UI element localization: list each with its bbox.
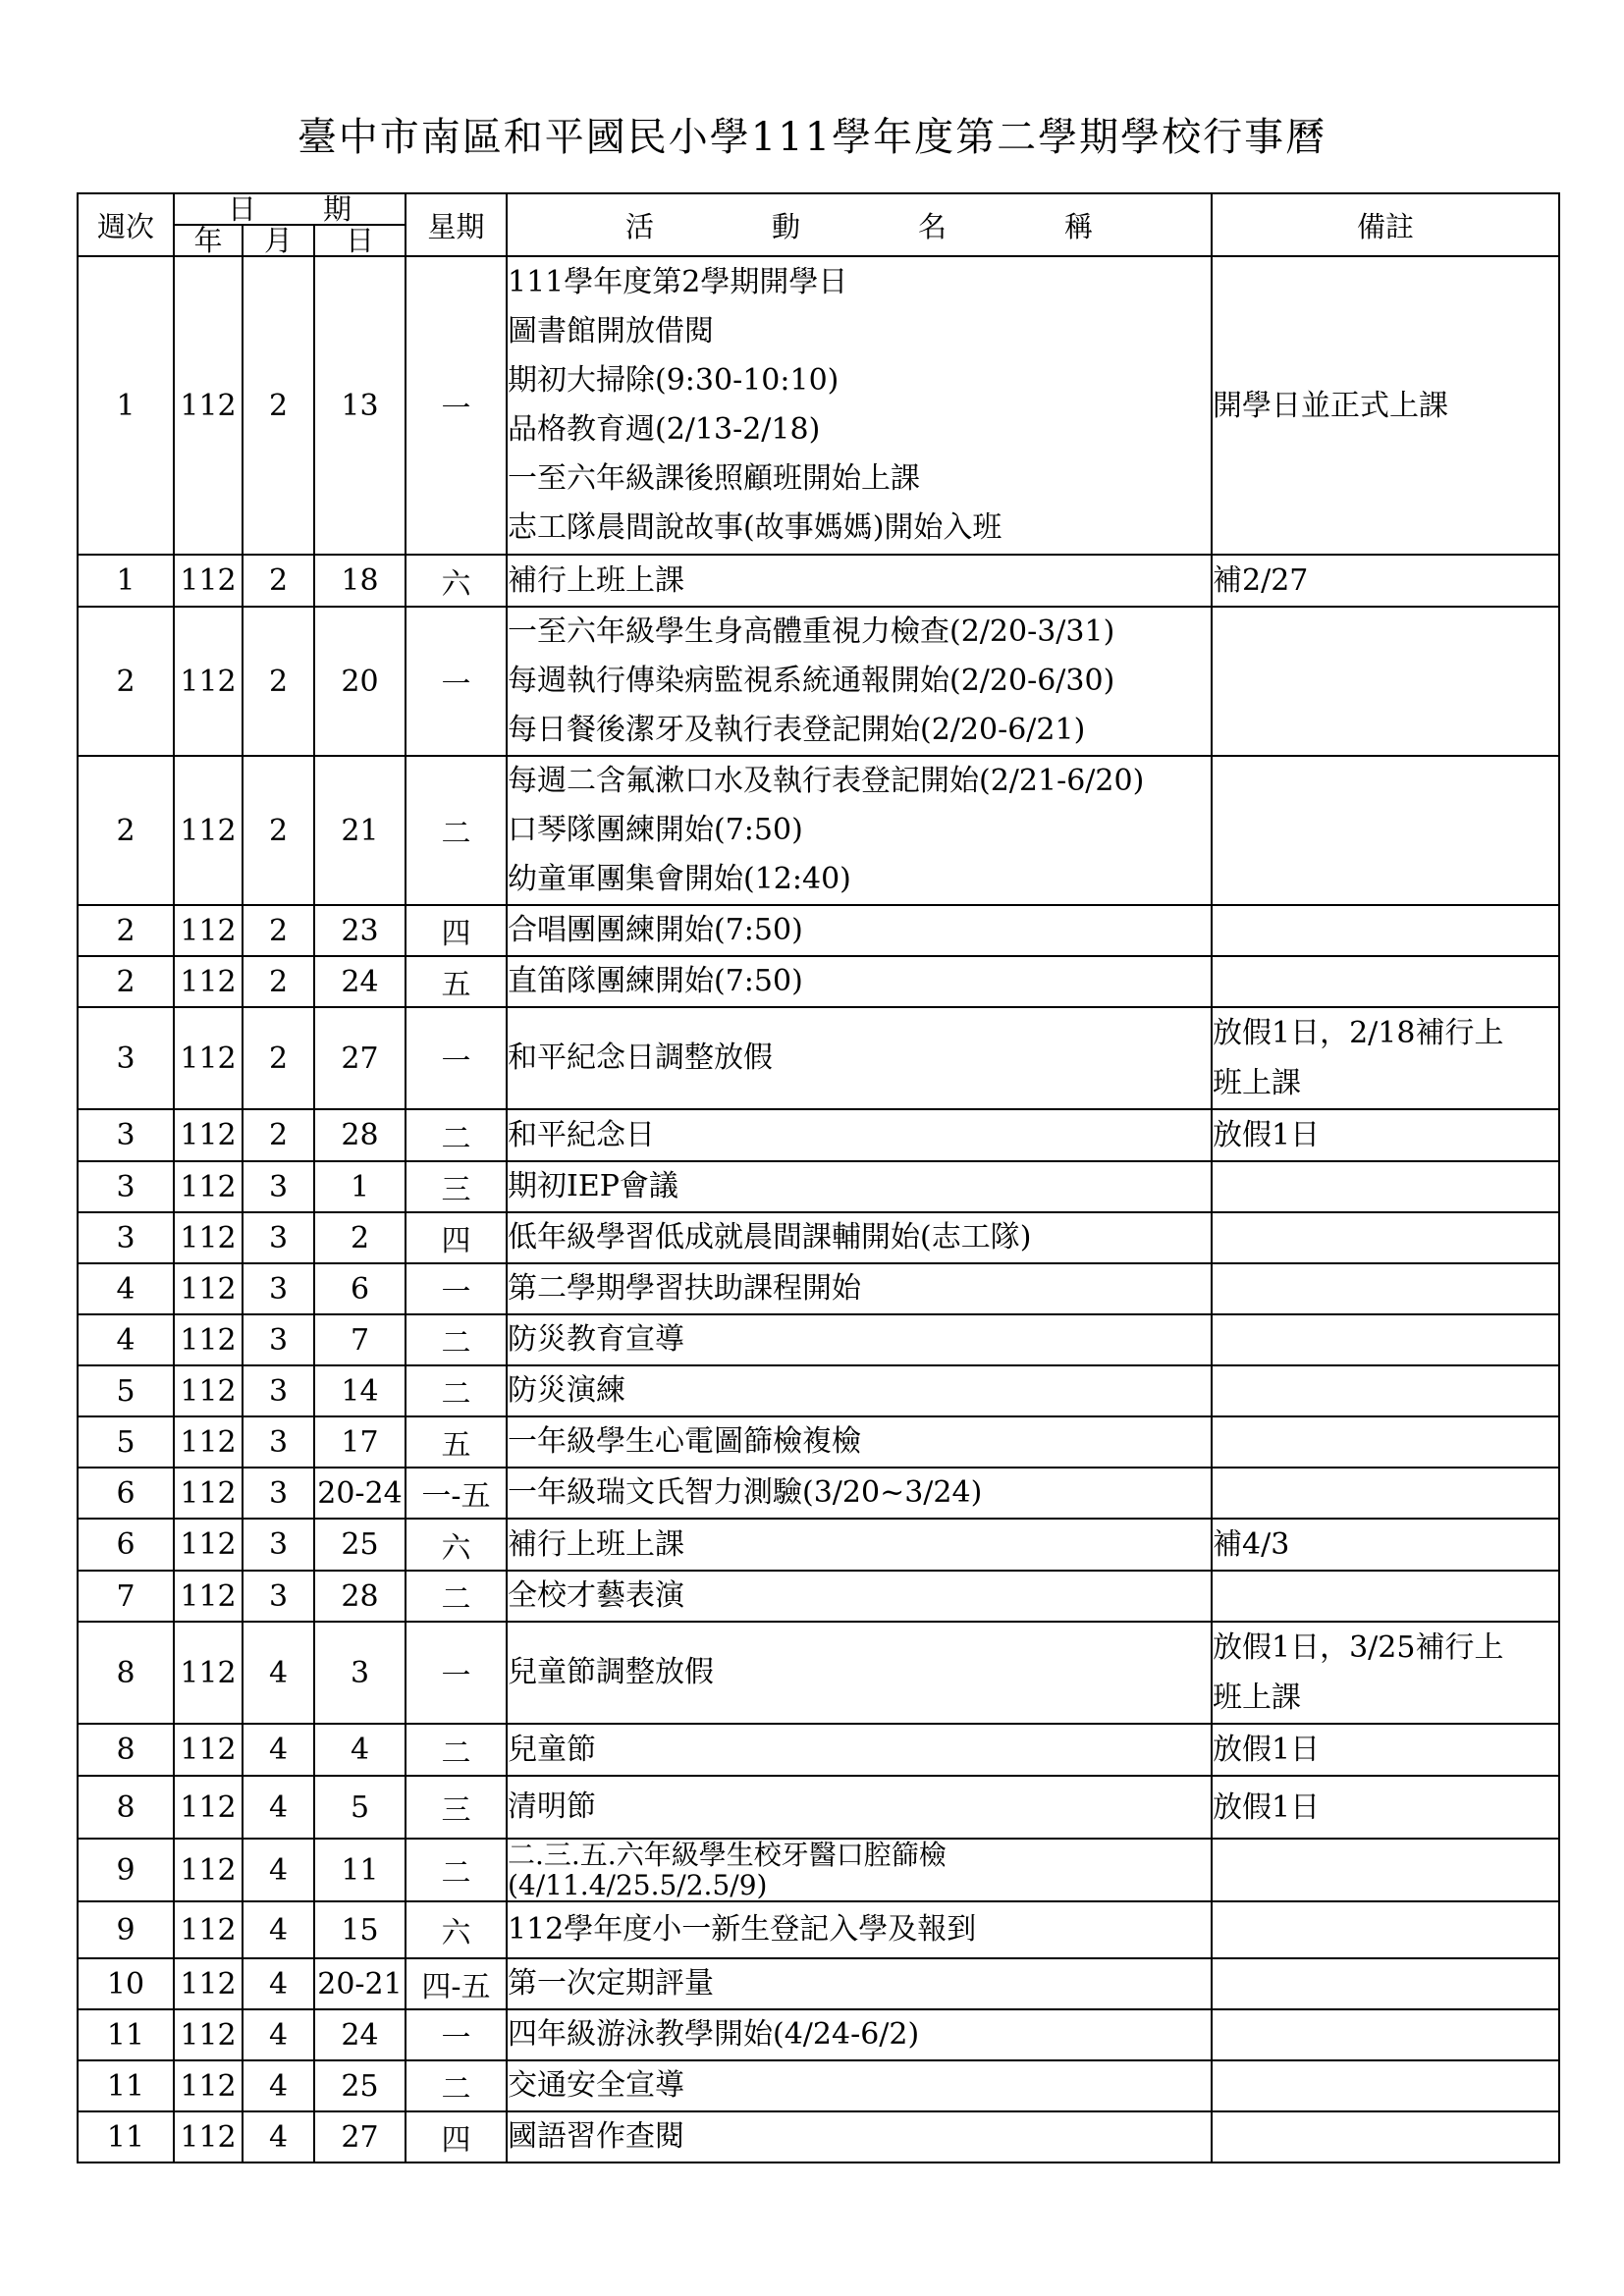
day-cell: 13 [314,256,406,555]
day-cell: 27 [314,1007,406,1109]
remark-line: 放假1日 [1213,1118,1321,1152]
weekday-cell: 五 [406,956,507,1007]
activity-cell [507,2060,1212,2111]
year-cell: 112 [174,756,243,905]
weekday-cell: 二 [406,1314,507,1365]
month-cell: 3 [243,1468,314,1519]
activity-item: 補行上班上課 [508,1526,684,1562]
activity-item: 一年級瑞文氏智力測驗(3/20~3/24) [508,1475,983,1510]
activity-cell [507,2009,1212,2060]
day-cell: 20 [314,607,406,756]
week-cell: 8 [78,1776,174,1839]
day-cell: 15 [314,1901,406,1958]
day-cell: 24 [314,956,406,1007]
month-cell: 4 [243,1622,314,1724]
day-cell: 20-24 [314,1468,406,1519]
activity-item: 四年級游泳教學開始(4/24-6/2) [508,2017,920,2052]
activity-item: 品格教育週(2/13-2/18) [508,412,821,447]
week-cell: 2 [78,607,174,756]
weekday-cell: 一 [406,2009,507,2060]
month-cell: 2 [243,555,314,607]
activity-item: 圖書館開放借閱 [508,314,714,348]
calendar-table [77,192,1560,2163]
year-cell: 112 [174,1839,243,1901]
activity-cell [507,1839,1212,1901]
month-cell: 3 [243,1161,314,1212]
activity-cell [507,1901,1212,1958]
remark-line: 放假1日，2/18補行上 [1213,1016,1504,1050]
week-cell: 9 [78,1839,174,1901]
activity-item: 口琴隊團練開始(7:50) [508,813,803,847]
week-cell: 3 [78,1212,174,1263]
weekday-cell: 一 [406,1263,507,1314]
activity-cell [507,2111,1212,2163]
weekday-cell: 六 [406,1901,507,1958]
month-cell: 4 [243,1958,314,2009]
day-cell: 14 [314,1365,406,1416]
weekday-cell: 四-五 [406,1958,507,2009]
activity-item: 一至六年級課後照顧班開始上課 [508,461,920,496]
weekday-cell: 五 [406,1416,507,1468]
weekday-cell: 四 [406,905,507,956]
month-cell: 3 [243,1314,314,1365]
day-cell: 1 [314,1161,406,1212]
remark-line: 班上課 [1213,1681,1301,1715]
page-title: 臺中市南區和平國民小學111學年度第二學期學校行事曆 [297,115,1327,160]
remarks-cell [1212,1007,1559,1109]
table-row [78,1839,1559,1901]
week-cell: 3 [78,1007,174,1109]
remark-line: 班上課 [1213,1066,1301,1100]
month-cell: 3 [243,1212,314,1263]
year-cell: 112 [174,1519,243,1571]
activity-cell [507,1958,1212,2009]
day-cell: 6 [314,1263,406,1314]
year-cell: 112 [174,1365,243,1416]
activity-cell [507,555,1212,607]
day-cell: 25 [314,1519,406,1571]
week-cell: 10 [78,1958,174,2009]
activity-item: 清明節 [508,1789,596,1824]
table-row [78,2111,1559,2163]
weekday-cell: 一 [406,607,507,756]
day-cell: 27 [314,2111,406,2163]
remarks-cell [1212,2060,1559,2111]
year-cell: 112 [174,1314,243,1365]
activity-cell [507,607,1212,756]
activity-cell [507,1571,1212,1622]
activity-cell [507,1212,1212,1263]
activity-item: 第一次定期評量 [508,1966,714,2001]
activity-cell [507,1365,1212,1416]
table-row [78,2009,1559,2060]
remark-line: 放假1日，3/25補行上 [1213,1630,1504,1665]
year-cell: 112 [174,1416,243,1468]
month-cell: 4 [243,2009,314,2060]
day-cell: 4 [314,1724,406,1776]
weekday-cell: 三 [406,1161,507,1212]
header-activity [507,193,1212,256]
year-cell: 112 [174,1109,243,1161]
activity-cell [507,756,1212,905]
remarks-cell [1212,2009,1559,2060]
remarks-cell [1212,1776,1559,1839]
remarks-cell [1212,1416,1559,1468]
remarks-cell [1212,1314,1559,1365]
day-cell: 3 [314,1622,406,1724]
activity-item: 112學年度小一新生登記入學及報到 [508,1912,977,1947]
year-cell: 112 [174,607,243,756]
remarks-cell [1212,1161,1559,1212]
remarks-cell [1212,1724,1559,1776]
header-day: 日 [314,225,406,256]
activity-item: 每週執行傳染病監視系統通報開始(2/20-6/30) [508,664,1115,698]
activity-cell [507,956,1212,1007]
month-cell: 2 [243,956,314,1007]
table-row [78,1901,1559,1958]
activity-item: 一年級學生心電圖篩檢複檢 [508,1424,861,1459]
month-cell: 4 [243,1724,314,1776]
year-cell: 112 [174,1571,243,1622]
remarks-cell [1212,1958,1559,2009]
weekday-cell: 三 [406,1776,507,1839]
table-row [78,1007,1559,1109]
week-cell: 4 [78,1314,174,1365]
weekday-cell: 六 [406,555,507,607]
day-cell: 20-21 [314,1958,406,2009]
week-cell: 5 [78,1416,174,1468]
activity-item: 志工隊晨間說故事(故事媽媽)開始入班 [508,510,1002,545]
month-cell: 3 [243,1416,314,1468]
activity-item: 每週二含氟漱口水及執行表登記開始(2/21-6/20) [508,764,1145,798]
month-cell: 2 [243,756,314,905]
year-cell: 112 [174,1212,243,1263]
day-cell: 17 [314,1416,406,1468]
weekday-cell: 二 [406,1365,507,1416]
table-row [78,555,1559,607]
month-cell: 4 [243,2060,314,2111]
header-activity-char-1: 活 [624,209,654,243]
year-cell: 112 [174,2060,243,2111]
table-row [78,1468,1559,1519]
table-row [78,1212,1559,1263]
week-cell: 3 [78,1161,174,1212]
remarks-cell [1212,956,1559,1007]
activity-cell [507,1416,1212,1468]
table-row [78,2060,1559,2111]
weekday-cell: 二 [406,1724,507,1776]
header-month: 月 [243,225,314,256]
weekday-cell: 二 [406,1571,507,1622]
month-cell: 2 [243,1109,314,1161]
month-cell: 3 [243,1365,314,1416]
week-cell: 2 [78,956,174,1007]
table-row [78,256,1559,555]
header-remarks: 備註 [1212,193,1559,256]
activity-item: 防災演練 [508,1373,625,1408]
year-cell: 112 [174,1007,243,1109]
weekday-cell: 四 [406,2111,507,2163]
month-cell: 3 [243,1263,314,1314]
remark-line: 放假1日 [1213,1789,1321,1825]
day-cell: 24 [314,2009,406,2060]
day-cell: 11 [314,1839,406,1901]
weekday-cell: 一 [406,256,507,555]
day-cell: 23 [314,905,406,956]
activity-item: (4/11.4/25.5/2.5/9) [508,1869,768,1901]
year-cell: 112 [174,905,243,956]
year-cell: 112 [174,1958,243,2009]
weekday-cell: 二 [406,756,507,905]
activity-item: 直笛隊團練開始(7:50) [508,964,803,998]
remarks-cell [1212,2111,1559,2163]
month-cell: 2 [243,1007,314,1109]
remark-line: 開學日並正式上課 [1213,388,1448,423]
weekday-cell: 二 [406,2060,507,2111]
day-cell: 2 [314,1212,406,1263]
day-cell: 28 [314,1571,406,1622]
table-row [78,1622,1559,1724]
activity-cell [507,1007,1212,1109]
activity-item: 補行上班上課 [508,562,684,598]
remarks-cell [1212,607,1559,756]
header-weekday: 星期 [406,193,507,256]
table-row [78,1958,1559,2009]
table-row [78,1776,1559,1839]
activity-item: 期初大掃除(9:30-10:10) [508,363,839,398]
month-cell: 4 [243,1776,314,1839]
week-cell: 4 [78,1263,174,1314]
month-cell: 4 [243,1839,314,1901]
remark-line: 補2/27 [1213,563,1309,598]
remark-line: 放假1日 [1213,1733,1321,1767]
activity-cell [507,1314,1212,1365]
activity-cell [507,1263,1212,1314]
day-cell: 5 [314,1776,406,1839]
header-date-char-1: 日 [227,192,256,226]
month-cell: 3 [243,1571,314,1622]
header-year: 年 [174,225,243,256]
remarks-cell [1212,1365,1559,1416]
week-cell: 11 [78,2009,174,2060]
week-cell: 8 [78,1622,174,1724]
year-cell: 112 [174,1161,243,1212]
table-row [78,1571,1559,1622]
remarks-cell [1212,1901,1559,1958]
activity-cell [507,1724,1212,1776]
header-date [174,193,406,225]
week-cell: 3 [78,1109,174,1161]
activity-item: 兒童節調整放假 [508,1655,714,1689]
activity-item: 和平紀念日調整放假 [508,1041,773,1075]
week-cell: 11 [78,2111,174,2163]
activity-cell [507,1468,1212,1519]
table-row [78,756,1559,905]
header-activity-char-4: 稱 [1063,209,1093,243]
activity-cell [507,1161,1212,1212]
activity-item: 國語習作查閱 [508,2119,684,2154]
remarks-cell [1212,1622,1559,1724]
table-row [78,607,1559,756]
week-cell: 2 [78,756,174,905]
week-cell: 9 [78,1901,174,1958]
year-cell: 112 [174,1901,243,1958]
year-cell: 112 [174,1263,243,1314]
activity-cell [507,1622,1212,1724]
activity-cell [507,1519,1212,1571]
week-cell: 8 [78,1724,174,1776]
header-date-char-2: 期 [322,192,352,226]
activity-cell [507,1776,1212,1839]
table-row [78,956,1559,1007]
year-cell: 112 [174,1776,243,1839]
year-cell: 112 [174,956,243,1007]
week-cell: 7 [78,1571,174,1622]
activity-item: 全校才藝表演 [508,1578,684,1613]
remarks-cell [1212,756,1559,905]
year-cell: 112 [174,555,243,607]
activity-item: 二.三.五.六年級學生校牙醫口腔篩檢 [508,1839,947,1871]
week-cell: 6 [78,1519,174,1571]
weekday-cell: 一 [406,1007,507,1109]
week-cell: 2 [78,905,174,956]
year-cell: 112 [174,1622,243,1724]
week-cell: 1 [78,555,174,607]
week-cell: 1 [78,256,174,555]
header-activity-char-3: 名 [917,209,947,243]
table-row [78,1365,1559,1416]
activity-cell [507,905,1212,956]
remarks-cell [1212,1468,1559,1519]
weekday-cell: 一-五 [406,1468,507,1519]
table-row [78,905,1559,956]
day-cell: 25 [314,2060,406,2111]
month-cell: 2 [243,256,314,555]
week-cell: 11 [78,2060,174,2111]
year-cell: 112 [174,2009,243,2060]
activity-item: 期初IEP會議 [508,1169,678,1203]
activity-item: 防災教育宣導 [508,1322,684,1357]
weekday-cell: 二 [406,1839,507,1901]
week-cell: 5 [78,1365,174,1416]
remarks-cell [1212,1212,1559,1263]
day-cell: 18 [314,555,406,607]
remarks-cell [1212,1571,1559,1622]
year-cell: 112 [174,2111,243,2163]
day-cell: 28 [314,1109,406,1161]
activity-item: 合唱團團練開始(7:50) [508,913,803,947]
weekday-cell: 四 [406,1212,507,1263]
table-row [78,1724,1559,1776]
year-cell: 112 [174,1468,243,1519]
week-cell: 6 [78,1468,174,1519]
calendar-rows [78,256,1559,2163]
table-row [78,1416,1559,1468]
remarks-cell [1212,256,1559,555]
activity-item: 幼童軍團集會開始(12:40) [508,862,851,896]
month-cell: 4 [243,1901,314,1958]
table-row [78,1519,1559,1571]
remarks-cell [1212,1109,1559,1161]
activity-item: 每日餐後潔牙及執行表登記開始(2/20-6/21) [508,713,1086,747]
header-activity-char-2: 動 [771,209,800,243]
remarks-cell [1212,1839,1559,1901]
table-row [78,1263,1559,1314]
activity-cell [507,1109,1212,1161]
remark-line: 補4/3 [1213,1527,1290,1562]
activity-item: 第二學期學習扶助課程開始 [508,1271,861,1306]
month-cell: 4 [243,2111,314,2163]
remarks-cell [1212,555,1559,607]
activity-item: 兒童節 [508,1732,596,1767]
activity-item: 交通安全宣導 [508,2068,684,2103]
activity-item: 一至六年級學生身高體重視力檢查(2/20-3/31) [508,614,1115,649]
activity-item: 111學年度第2學期開學日 [508,265,848,299]
weekday-cell: 二 [406,1109,507,1161]
remarks-cell [1212,1519,1559,1571]
month-cell: 2 [243,905,314,956]
activity-item: 和平紀念日 [508,1117,655,1152]
remarks-cell [1212,1263,1559,1314]
month-cell: 3 [243,1519,314,1571]
weekday-cell: 一 [406,1622,507,1724]
header-week: 週次 [78,193,174,256]
day-cell: 7 [314,1314,406,1365]
day-cell: 21 [314,756,406,905]
year-cell: 112 [174,1724,243,1776]
weekday-cell: 六 [406,1519,507,1571]
year-cell: 112 [174,256,243,555]
activity-item: 低年級學習低成就晨間課輔開始(志工隊) [508,1220,1032,1255]
activity-cell [507,256,1212,555]
remarks-cell [1212,905,1559,956]
month-cell: 2 [243,607,314,756]
table-row [78,1161,1559,1212]
table-row [78,1109,1559,1161]
table-row [78,1314,1559,1365]
